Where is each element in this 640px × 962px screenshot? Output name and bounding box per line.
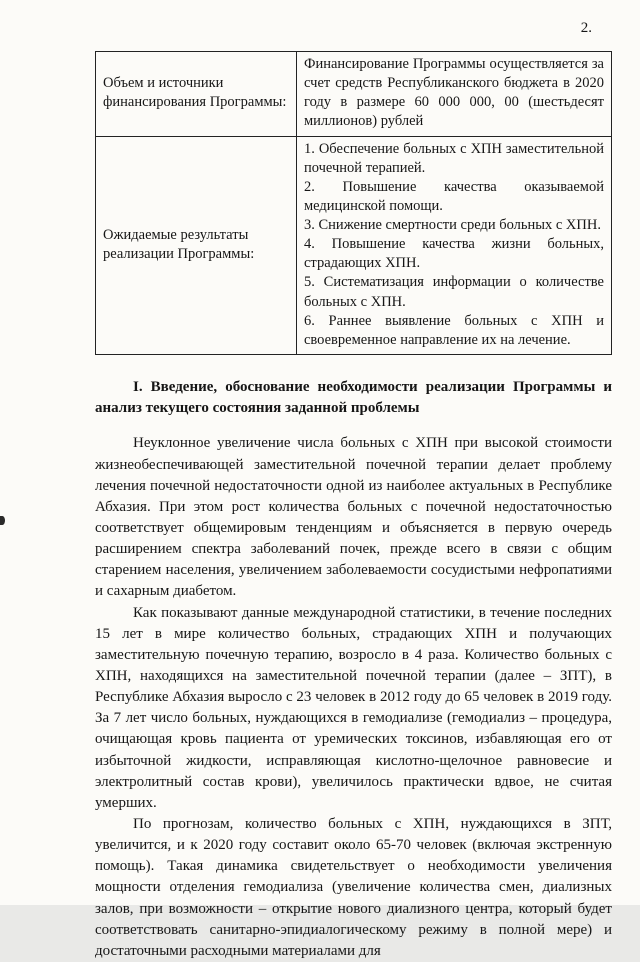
row-label-financing: Объем и источники финансирования Программы: [96,52,297,137]
row-content-financing: Финансирование Программы осуществляется за счет средств Республиканского бюджета в 2020 году в размере 60 000 000, 00 (шестьдесят миллионов) рублей [297,52,612,137]
result-item: 1. Обеспечение больных с ХПН заместительной почечной терапией. [304,140,604,176]
result-item: 6. Раннее выявление больных с ХПН и своевременное направление их на лечение. [304,312,604,348]
table-row [96,136,612,354]
row-content-expected-results [297,136,612,354]
scan-artifact-speck [0,516,5,525]
result-item: 4. Повышение качества жизни больных, страдающих ХПН. [304,236,604,272]
page-number: 2. [580,20,592,36]
section-heading: I. Введение, обоснование необходимости реализации Программы и анализ текущего состояния заданной проблемы [95,378,612,417]
program-summary-table [95,51,612,355]
row-label-expected-results: Ожидаемые результаты реализации Программы: [96,136,297,354]
result-item: 3. Снижение смертности среди больных с ХПН. [304,217,601,233]
paragraph: Как показывают данные международной статистики, в течение последних 15 лет в мире количество больных, страдающих ХПН и получающих заместительную почечную терапию, возросло в 4 раза. Количество больных с ХПН, находящихся на заместительной почечной терапии (далее – ЗПТ), в Республике Абхазия выросло с 23 человек в 2012 году до 65 человек в 2019 году. За 7 лет число больных, нуждающихся в гемодиализе (гемодиализ – процедура, очищающая кровь пациента от уремических токсинов, избавляющая его от избыточной жидкости, исправляющая кислотно-щелочное равновесие и электролитный состав крови), увеличилось практически вдвое, не считая умерших. [95,604,612,811]
table-row [96,52,612,137]
paragraph: Неуклонное увеличение числа больных с ХПН при высокой стоимости жизнеобеспечивающей заместительной почечной терапии делает проблему лечения почечной недостаточности одной из наиболее актуальных в Республике Абхазия. При этом рост количества больных с почечной недостаточностью соответствует общемировым тенденциям и объясняется в первую очередь расширением спектра заболеваний почек, прежде всего в связи с общим старением населения, увеличением заболеваемости сосудистыми нефропатиями и сахарным диабетом. [95,435,612,600]
paragraph: По прогнозам, количество больных с ХПН, нуждающихся в ЗПТ, увеличится, и к 2020 году составит около 65-70 человек (включая экстренную помощь). Такая динамика свидетельствует о необходимости увеличения мощности отделения гемодиализа (увеличение количества смен, диализных залов, при возможности – открытие нового диализного центра, который будет соответствовать санитарно-эпидиалогическому режиму в полной мере) и достаточными расходными материалами для [95,816,612,959]
result-item: 2. Повышение качества оказываемой медицинской помощи. [304,178,604,214]
result-item: 5. Систематизация информации о количестве больных с ХПН. [304,274,604,310]
